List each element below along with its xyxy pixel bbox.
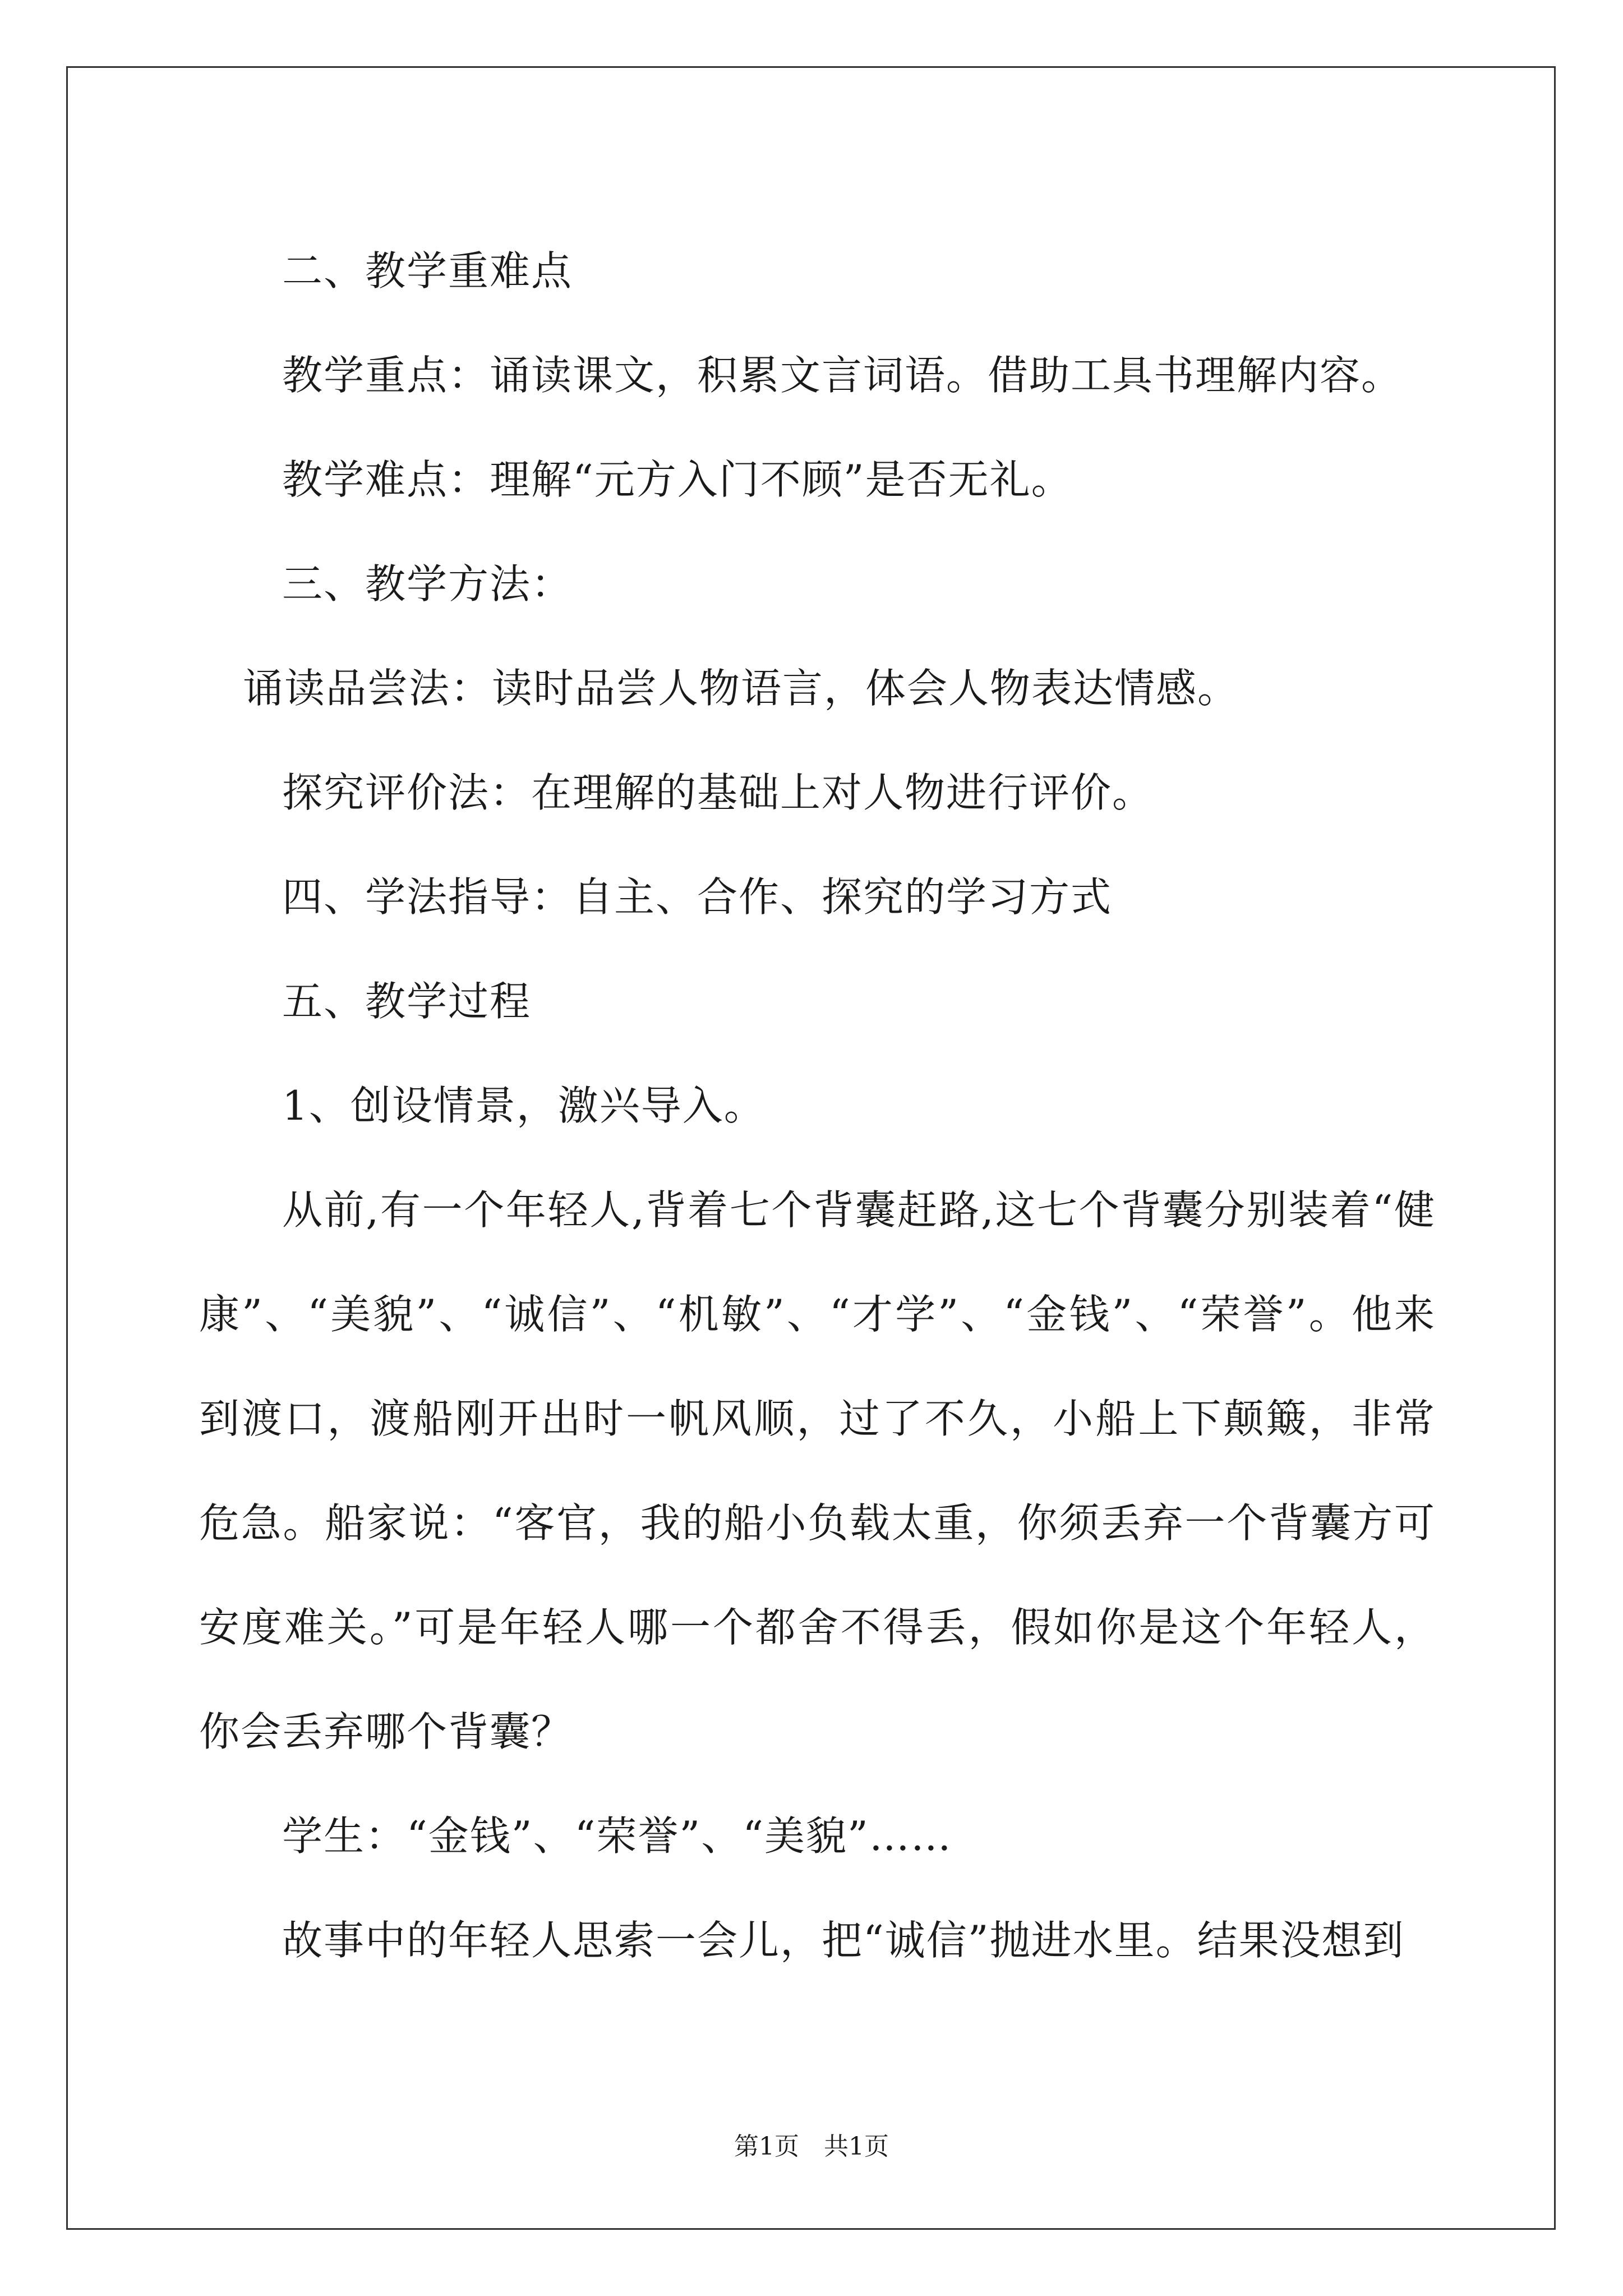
paragraph-difficult-points: 教学难点：理解“元方入门不顾”是否无礼。 [282, 456, 1073, 503]
paragraph-evaluation-method: 探究评价法：在理解的基础上对人物进行评价。 [282, 769, 1154, 816]
paragraph-student-answer: 学生：“金钱”、“荣誉”、“美貌”…… [282, 1812, 952, 1860]
paragraph-step-one: 1、创设情景，激兴导入。 [282, 1082, 766, 1129]
paragraph-story-continued: 故事中的年轻人思索一会儿，把“诚信”抛进水里。结果没想到 [282, 1917, 1405, 1964]
section-heading-process: 五、教学过程 [282, 978, 532, 1025]
section-heading-methods: 三、教学方法： [282, 560, 573, 608]
section-heading-study-guidance: 四、学法指导：自主、合作、探究的学习方式 [282, 873, 1113, 921]
section-heading-difficulties: 二、教学重难点 [282, 247, 573, 295]
paragraph-story: 从前,有一个年轻人,背着七个背囊赶路,这七个背囊分别装着“健康”、“美貌”、“诚信”、“机敏”、“才学”、“金钱”、“荣誉”。他来到渡口，渡船刚开出时一帆风顺，过了不久，小船上下颠簸，非常危急。船家说：“客官，我的船小负载太重，你须丢弃一个背囊方可安度难关。”可是年轻人哪一个都舍不得丢，假如你是这个年轻人，你会丢弃哪个背囊？ [199, 1186, 1436, 1755]
document-body [199, 219, 1436, 1993]
paragraph-reading-method: 诵读品尝法：读时品尝人物语言，体会人物表达情感。 [243, 665, 1239, 712]
paragraph-key-points: 教学重点：诵读课文，积累文言词语。借助工具书理解内容。 [282, 352, 1403, 399]
page-footer: 第1页 共1页 [734, 2132, 889, 2161]
